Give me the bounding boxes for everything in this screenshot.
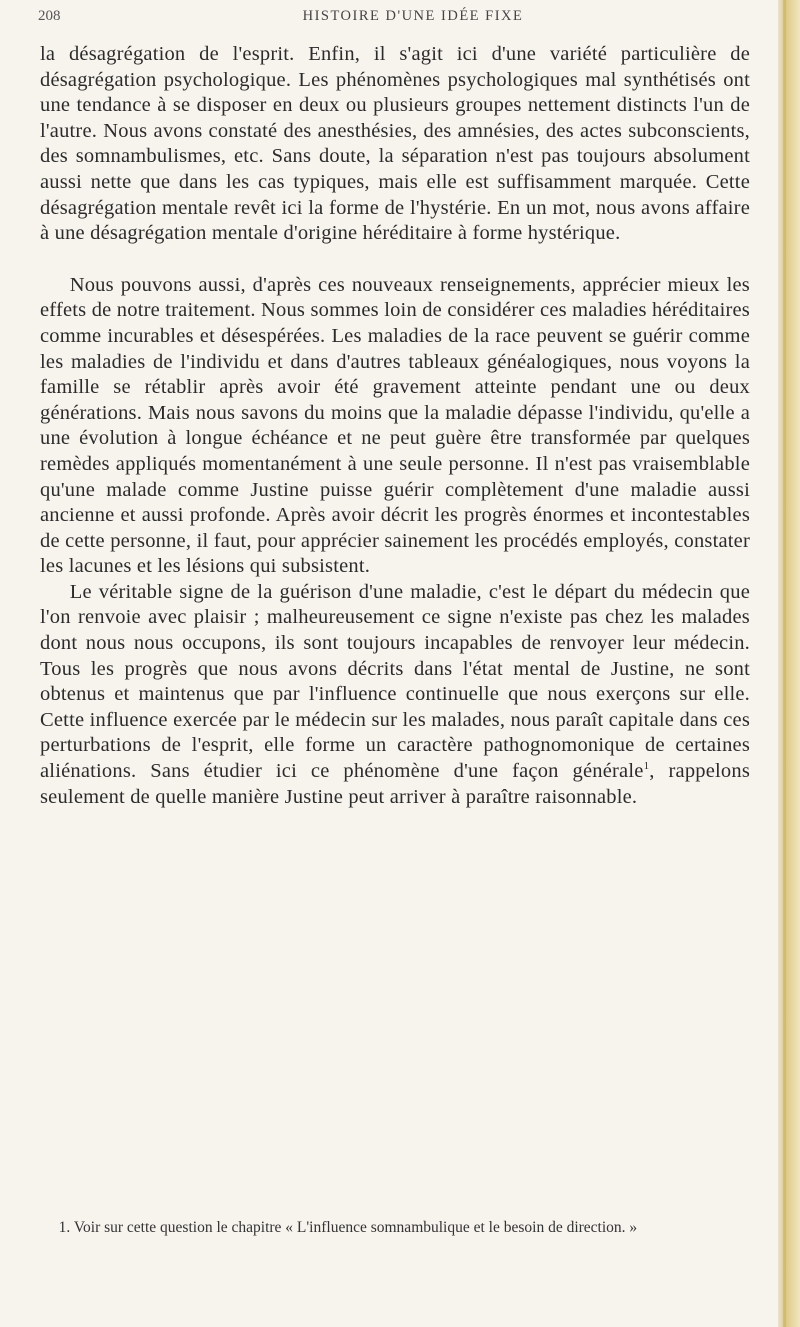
body-text: [40, 42, 750, 810]
page-header: [38, 8, 748, 30]
footnote: 1. Voir sur cette question le chapitre « L'influence somnambulique et le besoin de direction. »: [58, 1219, 638, 1236]
paragraph-1: la désagrégation de l'esprit. Enfin, il s'agit ici d'une variété particulière de désagrégation psychologique. Les phénomènes psychologiques mal synthétisés ont une tendance à se disposer en deux ou plusieurs groupes nettement distincts l'un de l'autre. Nous avons constaté des anesthésies, des amnésies, des actes subconscients, des somnambulismes, etc. Sans doute, la séparation n'est pas toujours absolument aussi nette que dans les cas typiques, mais elle est suffisamment marquée. Cette désagrégation mentale revêt ici la forme de l'hystérie. En un mot, nous avons affaire à une désagrégation mentale d'origine héréditaire à forme hystérique.: [40, 43, 750, 245]
paragraph-3: [40, 580, 750, 810]
footnote-ref[interactable]: 1: [643, 760, 650, 773]
paragraph-2: Nous pouvons aussi, d'après ces nouveaux renseignements, apprécier mieux les effets de notre traitement. Nous sommes loin de considérer ces maladies héréditaires comme incurables et désespérées. Les maladies de la race peuvent se guérir comme les maladies de l'individu et dans d'autres tableaux généalogiques, nous voyons la famille se rétablir après avoir été gravement atteinte pendant une ou deux générations. Mais nous savons du moins que la maladie dépasse l'individu, qu'elle a une évolution à longue échéance et ne peut guère être transformée par quelques remèdes appliqués momentanément à une seule personne. Il n'est pas vraisemblable qu'une malade comme Justine puisse guérir complètement d'une maladie aussi ancienne et aussi profonde. Après avoir décrit les progrès énormes et incontestables de cette personne, il faut, pour apprécier sainement les procédés employés, constater les lacunes et les lésions qui subsistent.: [40, 273, 750, 578]
page-edge: [778, 0, 800, 1327]
page-edge-stripe: [783, 0, 786, 1327]
running-head: HISTOIRE D'UNE IDÉE FIXE: [302, 8, 524, 24]
paragraph-3-tail: , rappelons seulement de quelle manière Justine peut arriver à paraître raisonnable.: [40, 760, 751, 808]
paragraph-3-text: Le véritable signe de la guérison d'une maladie, c'est le départ du médecin que l'on renvoie avec plaisir ; malheureusement ce signe n'existe pas chez les malades dont nous nous occupons, ils sont toujours incapables de renvoyer leur médecin. Tous les progrès que nous avons décrits dans l'état mental de Justine, ne sont obtenus et maintenus que par l'influence continuelle que nous exerçons sur elle. Cette influence exercée par le médecin sur les malades, nous paraît capitale dans ces perturbations de l'esprit, elle forme un caractère pathognomonique de certaines aliénations. Sans étudier ici ce phénomène d'une façon générale: [40, 580, 750, 783]
page-number: 208: [38, 8, 61, 24]
